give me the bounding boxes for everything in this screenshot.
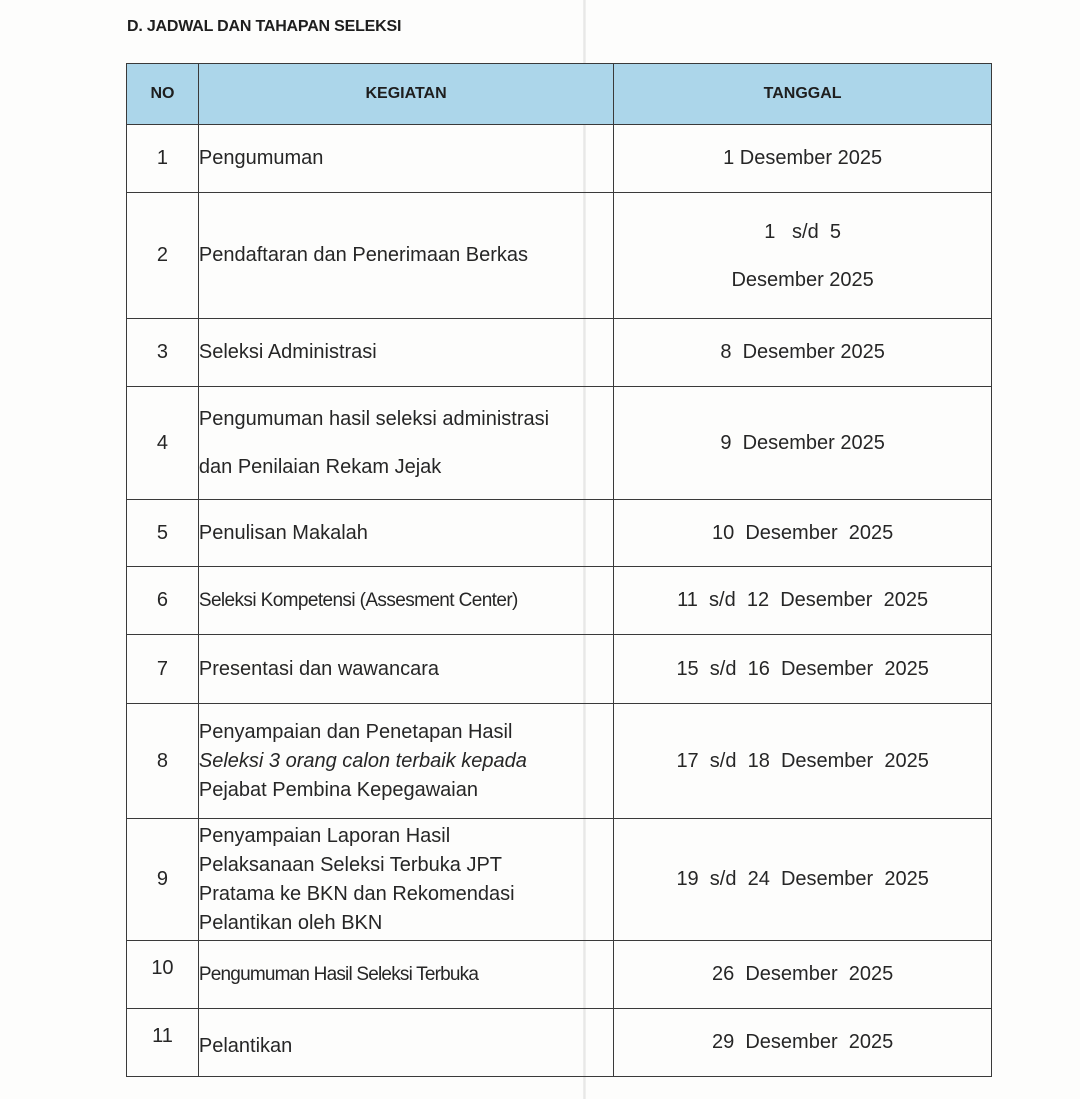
cell-no: 1 [127,125,199,193]
cell-kegiatan: Pengumuman Hasil Seleksi Terbuka [198,941,613,1009]
cell-kegiatan: Seleksi Administrasi [198,319,613,387]
table-row [127,567,992,635]
cell-tanggal: 1 Desember 2025 [614,125,992,193]
cell-kegiatan [198,387,613,500]
cell-kegiatan: Penulisan Makalah [198,500,613,567]
cell-tanggal: 11 s/d 12 Desember 2025 [614,567,992,635]
kegiatan-line: dan Penilaian Rekam Jejak [198,456,442,478]
cell-kegiatan: Seleksi Kompetensi (Assesment Center) [198,567,613,635]
cell-kegiatan: Pengumuman [198,125,613,193]
cell-no: 6 [127,567,199,635]
cell-tanggal: 17 s/d 18 Desember 2025 [614,704,992,819]
kegiatan-line: Pratama ke BKN dan Rekomendasi [198,882,515,905]
cell-tanggal: 29 Desember 2025 [614,1009,992,1077]
cell-no: 10 [127,941,199,1009]
cell-tanggal: 9 Desember 2025 [614,387,992,500]
kegiatan-line: Penyampaian Laporan Hasil [198,824,451,847]
cell-kegiatan: Pelantikan [198,1009,613,1077]
kegiatan-line: Pelantikan oleh BKN [198,911,383,934]
cell-kegiatan [198,819,613,941]
table-row [127,704,992,819]
kegiatan-line: Pelaksanaan Seleksi Terbuka JPT [198,853,503,876]
cell-kegiatan: Pendaftaran dan Penerimaan Berkas [198,193,613,319]
table-row [127,193,992,319]
header-tanggal: TANGGAL [614,64,992,125]
cell-kegiatan [198,704,613,819]
table-row [127,500,992,567]
kegiatan-line: Penyampaian dan Penetapan Hasil [198,720,513,743]
cell-no: 11 [127,1009,199,1077]
kegiatan-line: Pengumuman hasil seleksi administrasi [198,408,550,430]
header-no: NO [127,64,199,125]
cell-no: 5 [127,500,199,567]
cell-tanggal: 26 Desember 2025 [614,941,992,1009]
kegiatan-line: Pejabat Pembina Kepegawaian [198,778,478,801]
cell-tanggal: 8 Desember 2025 [614,319,992,387]
cell-tanggal: 10 Desember 2025 [614,500,992,567]
cell-tanggal: 19 s/d 24 Desember 2025 [614,819,992,941]
section-title: D. JADWAL DAN TAHAPAN SELEKSI [127,18,402,35]
header-kegiatan: KEGIATAN [198,64,613,125]
table-row [127,635,992,704]
table-row [127,387,992,500]
table-row [127,319,992,387]
cell-kegiatan: Presentasi dan wawancara [198,635,613,704]
schedule-table [126,63,992,1077]
table-row [127,125,992,193]
cell-no: 9 [127,819,199,941]
kegiatan-line: Seleksi 3 orang calon terbaik kepada [198,749,527,772]
table-row [127,819,992,941]
table-row [127,941,992,1009]
table-row [127,1009,992,1077]
tanggal-line: Desember 2025 [731,268,874,291]
cell-no: 7 [127,635,199,704]
cell-tanggal [614,193,992,319]
tanggal-line: 1 s/d 5 [764,220,841,243]
cell-no: 2 [127,193,199,319]
cell-no: 3 [127,319,199,387]
cell-no: 4 [127,387,199,500]
cell-no: 8 [127,704,199,819]
table-header-row [127,64,992,125]
cell-tanggal: 15 s/d 16 Desember 2025 [614,635,992,704]
